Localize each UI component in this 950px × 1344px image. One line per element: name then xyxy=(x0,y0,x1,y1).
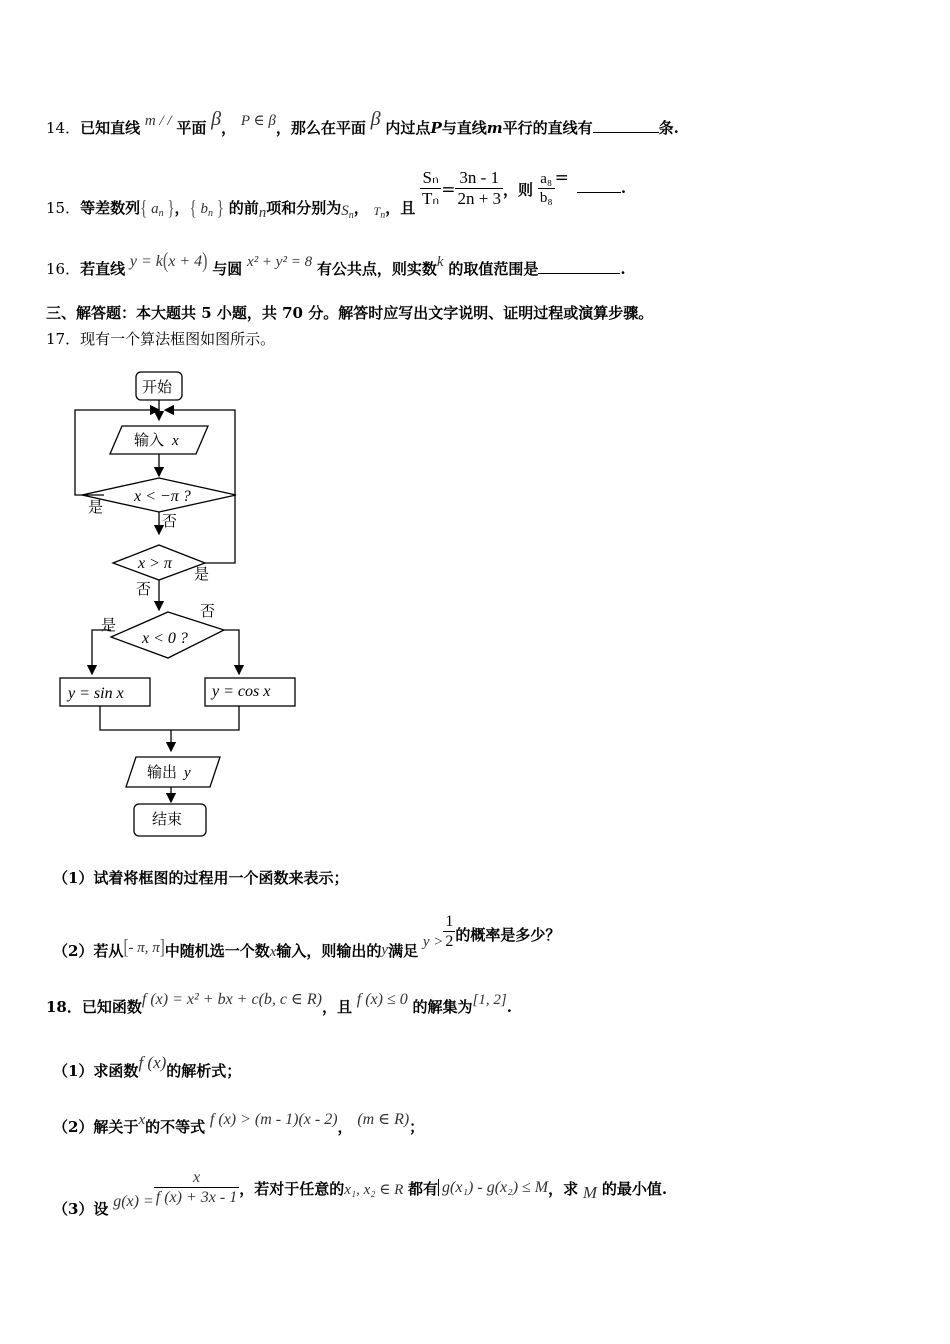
q17-p2-text-b: 中随机选一个数 xyxy=(164,941,270,960)
q15-text-3: 的前 xyxy=(228,198,259,217)
q14-math-m-parallel: m / / xyxy=(144,113,172,129)
q15-text-1: 等差数列 xyxy=(80,198,141,217)
q16-answer-blank xyxy=(538,259,620,274)
q18-condition: f (x) ≤ 0 xyxy=(356,991,408,1008)
q16-line-equation: y = k(x + 4) xyxy=(129,249,208,274)
q18-p3-text-b: ，若对于任意的 xyxy=(239,1179,345,1198)
q18-p1-f: f (x) xyxy=(138,1053,167,1072)
q18-p2-inequality: f (x) > (m - 1)(x - 2) xyxy=(209,1111,338,1128)
q15-n: n xyxy=(258,204,267,221)
q14-point-p: P xyxy=(430,119,442,137)
q17-p2-text-d: 满足 xyxy=(388,941,419,960)
q16-text-5: . xyxy=(620,260,626,278)
q14-math-beta-2: β xyxy=(370,108,381,130)
flow-end-label: 结束 xyxy=(152,810,183,828)
q18-text-b: ，且 xyxy=(321,998,352,1016)
q18-p2-text-d: ； xyxy=(409,1118,425,1136)
q14-math-beta: β xyxy=(211,108,222,130)
q18-heading xyxy=(46,991,512,1016)
q18-part-1 xyxy=(53,1053,242,1080)
q15-sum-s: $S_n$ xyxy=(341,202,354,221)
q18-p3-text-e: 的最小值. xyxy=(601,1179,668,1198)
q15-text-7: ，则 xyxy=(503,180,534,199)
q18-p2-text-a: （2）解关于 xyxy=(53,1118,139,1136)
q15-text-6: ，且 xyxy=(385,198,416,217)
q14-line-m: m xyxy=(486,119,503,137)
q15-fraction-3n: $\frac{3n - 1}{2n + 3}$ xyxy=(457,168,502,209)
q18-p3-text-a: （3）设 xyxy=(53,1199,109,1218)
q15-seq-b: { $b_n$ } xyxy=(189,197,224,220)
q14-text-6: 与直线 xyxy=(441,119,487,137)
q18-text-d: . xyxy=(506,998,512,1016)
q15-equals-2: = xyxy=(554,167,569,188)
q17-p2-fraction-half: $\frac{1}{2}$ xyxy=(445,913,454,951)
q15-sum-t: Tn xyxy=(373,203,386,221)
section-3-heading: 三、解答题：本大题共 5 小题，共 70 分。解答时应写出文字说明、证明过程或演算步骤。 xyxy=(46,304,654,322)
q17-p2-text-a: （2）若从 xyxy=(53,941,124,960)
q14-answer-blank xyxy=(593,118,659,133)
flow-input-var: x xyxy=(172,433,179,449)
q16-text-1: 若直线 xyxy=(80,260,126,278)
q16-k: k xyxy=(436,254,444,270)
flow-cond3-no: 否 xyxy=(200,602,216,620)
q15-number: 15． xyxy=(46,198,81,217)
flow-cond2-no: 否 xyxy=(136,580,152,598)
q17-p2-y: y xyxy=(381,941,389,958)
question-14 xyxy=(46,108,679,137)
q18-p3-text-d: ，求 xyxy=(548,1179,579,1198)
q15-fraction-s-over-t: $\frac{\text{Sₙ}}{\text{Tₙ}}$ xyxy=(422,168,440,209)
question-15 xyxy=(46,167,627,221)
q14-math-p-in-beta: P ∈ β xyxy=(240,113,276,129)
q15-text-4: 项和分别为 xyxy=(266,198,342,217)
q14-text-2: 平面 xyxy=(176,119,207,137)
flow-output-label: 输出 xyxy=(147,763,178,781)
q17-p2-interval: [- π, π] xyxy=(123,936,165,959)
q16-text-3: 有公共点，则实数 xyxy=(316,260,437,278)
q18-function: f (x) = x² + bx + c(b, c ∈ R) xyxy=(141,991,322,1008)
q15-fraction-a8-b8: $\frac{\text{a₈}}{\text{b₈}}$ xyxy=(539,171,553,207)
q15-text-5: ， xyxy=(353,198,369,217)
q15-answer-blank xyxy=(577,178,621,193)
q17-p2-text-c: 输入，则输出的 xyxy=(276,941,382,960)
q18-p1-text-a: （1）求函数 xyxy=(53,1062,139,1080)
q18-p2-text-c: ， xyxy=(337,1118,353,1136)
q16-circle-equation: x² + y² = 8 xyxy=(247,254,313,270)
q14-text-4: ，那么在平面 xyxy=(275,119,366,137)
flow-cond2-yes: 是 xyxy=(194,565,210,583)
flow-sin-label: y = sin x xyxy=(68,685,124,702)
q18-text-c: 的解集为 xyxy=(412,998,473,1016)
q15-seq-a: { $a_n$ } xyxy=(140,197,175,220)
q17-p2-text-e: 的概率是多少？ xyxy=(455,925,561,944)
q14-text-8: 条. xyxy=(658,119,679,137)
q17-p2-ineq: y > xyxy=(422,933,444,950)
q17-part-2 xyxy=(53,912,561,960)
q18-p3-M: M xyxy=(582,1182,598,1202)
q14-number: 14． xyxy=(46,119,81,137)
q18-p1-text-b: 的解析式； xyxy=(166,1062,242,1080)
q16-text-2: 与圆 xyxy=(212,260,243,278)
q14-text-7: 平行的直线有 xyxy=(502,119,593,137)
flow-cond2-label: x > π xyxy=(138,555,172,572)
q18-p2-x: x xyxy=(138,1112,146,1128)
q18-p2-m: (m ∈ R) xyxy=(357,1111,410,1128)
flow-cos-label: y = cos x xyxy=(212,683,271,700)
flow-output-var: y xyxy=(184,765,191,781)
q18-p3-abs-inequality: g(x₁) - g(x₂) ≤ M xyxy=(438,1179,548,1196)
q14-text-3: ， xyxy=(221,119,237,137)
flow-start-label: 开始 xyxy=(142,378,173,396)
q18-p3-vars: x₁, x₂ ∈ R xyxy=(344,1181,404,1198)
q18-text-a: 18．已知函数 xyxy=(46,998,142,1016)
q18-p3-fraction: $\frac{x}{f (x) + 3x - 1}$ xyxy=(155,1169,238,1207)
q15-equals: = xyxy=(441,179,456,200)
flow-cond3-yes: 是 xyxy=(101,616,117,634)
flow-cond1-label: x < −π ? xyxy=(134,488,191,505)
flow-input-label: 输入 xyxy=(134,431,165,449)
flow-cond3-label: x < 0 ? xyxy=(142,630,188,647)
question-16 xyxy=(46,249,626,278)
q14-text-1: 已知直线 xyxy=(80,119,141,137)
q14-text-5: 内过点 xyxy=(385,119,431,137)
q18-p3-g: g(x) = xyxy=(113,1192,154,1210)
q18-p2-text-b: 的不等式 xyxy=(145,1118,206,1136)
q16-text-4: 的取值范围是 xyxy=(448,260,539,278)
q18-part-2 xyxy=(53,1111,425,1136)
flow-cond1-yes: 是 xyxy=(88,498,104,516)
flow-cond1-no: 否 xyxy=(162,512,178,530)
q17-part-1: （1）试着将框图的过程用一个函数来表示； xyxy=(53,869,349,887)
q17-heading: 17．现有一个算法框图如图所示。 xyxy=(46,330,276,348)
q15-text-8: . xyxy=(620,178,627,197)
q18-interval: [1, 2] xyxy=(472,992,507,1008)
q16-number: 16． xyxy=(46,260,81,278)
q15-text-2: ， xyxy=(174,198,190,217)
q17-p2-x: x xyxy=(269,943,277,960)
q18-part-3 xyxy=(53,1168,668,1218)
flowchart xyxy=(0,362,300,842)
q18-p3-text-c: 都有 xyxy=(408,1179,439,1198)
